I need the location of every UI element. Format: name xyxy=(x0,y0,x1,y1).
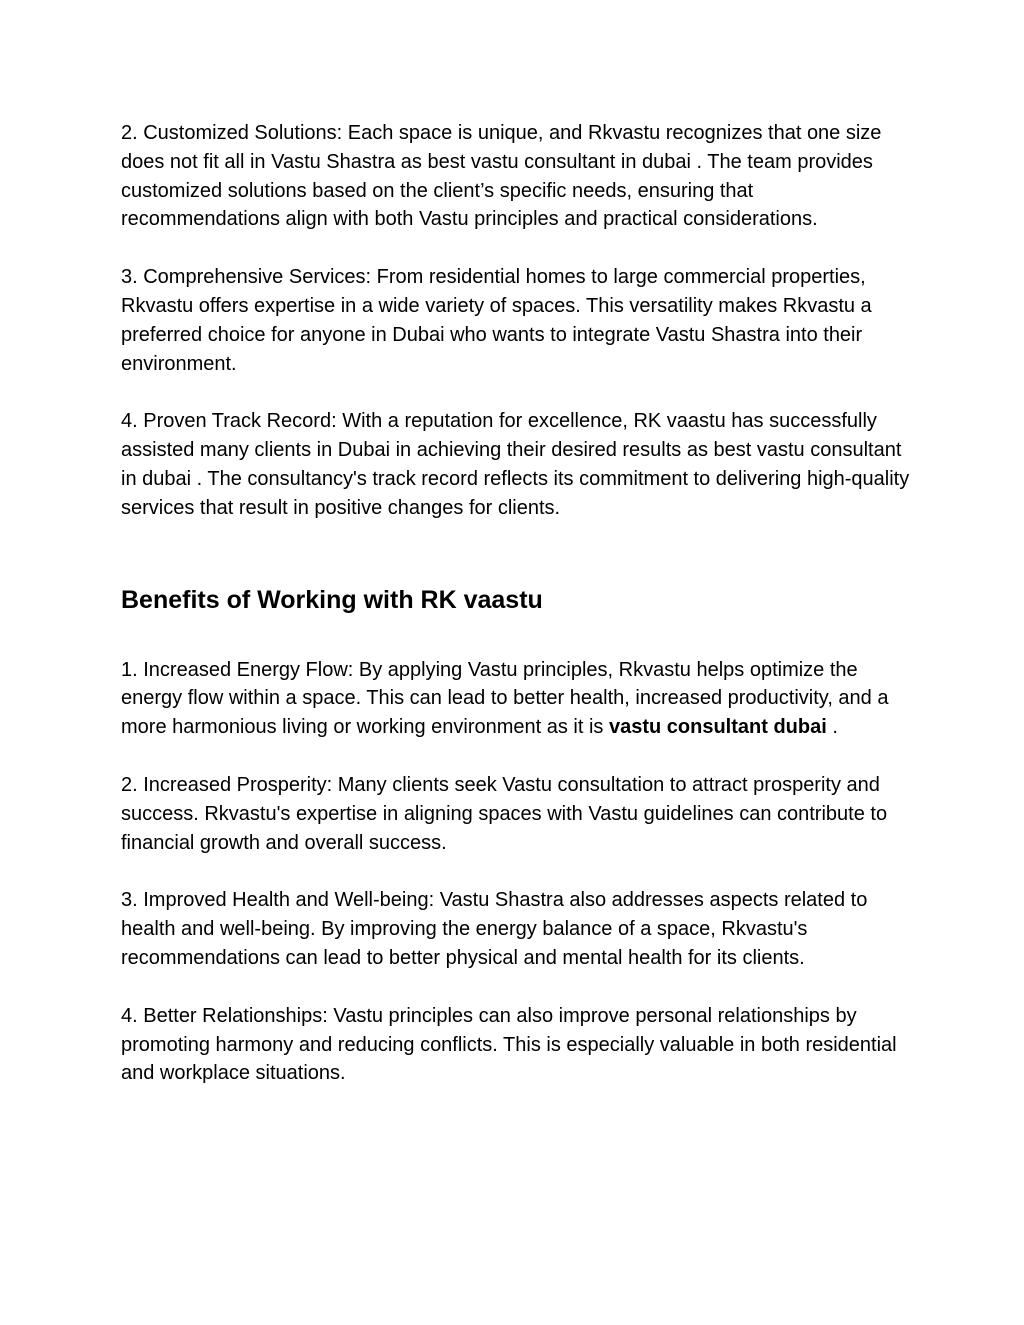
paragraph-improved-health: 3. Improved Health and Well-being: Vastu Shastra also addresses aspects related to health and well-being. By improving the energy balance of a space, Rkvastu's recommendations can lead to better physical and mental health for its clients. xyxy=(121,889,868,969)
paragraph-energy-flow-tail: . xyxy=(826,716,838,739)
paragraph-increased-energy-flow xyxy=(121,656,911,742)
paragraph-better-relationships: 4. Better Relationships: Vastu principles can also improve personal relationships by promoting harmony and reducing conflicts. This is especially valuable in both residential and workplace situations. xyxy=(121,1004,897,1085)
keyword-vastu-consultant-dubai: vastu consultant dubai xyxy=(608,716,827,739)
section-heading-benefits: Benefits of Working with RK vaastu xyxy=(121,585,543,614)
paragraph-increased-prosperity: 2. Increased Prosperity: Many clients seek Vastu consultation to attract prosperity and success. Rkvastu's expertise in aligning spaces with Vastu guidelines can contribute to financial growth and overall success. xyxy=(121,773,888,854)
paragraph-proven-track-record: 4. Proven Track Record: With a reputation for excellence, RK vaastu has successfully assisted many clients in Dubai in achieving their desired results as best vastu consultant in dubai . The consultancy's track record reflects its commitment to delivering high-quality services that result in positive changes for clients. xyxy=(121,410,910,519)
paragraph-energy-flow-text: 1. Increased Energy Flow: By applying Vastu principles, Rkvastu helps optimize the energy flow within a space. This can lead to better health, increased productivity, and a more harmonious living or working environment as it is xyxy=(121,658,889,739)
paragraph-comprehensive-services: 3. Comprehensive Services: From residential homes to large commercial properties, Rkvastu offers expertise in a wide variety of spaces. This versatility makes Rkvastu a preferred choice for anyone in Dubai who wants to integrate Vastu Shastra into their environment. xyxy=(121,266,872,375)
paragraph-customized-solutions: 2. Customized Solutions: Each space is unique, and Rkvastu recognizes that one size does not fit all in Vastu Shastra as best vastu consultant in dubai . The team provides customized solutions based on the client’s specific needs, ensuring that recommendations align with both Vastu principles and practical considerations. xyxy=(121,122,882,231)
document-page xyxy=(121,119,911,1117)
